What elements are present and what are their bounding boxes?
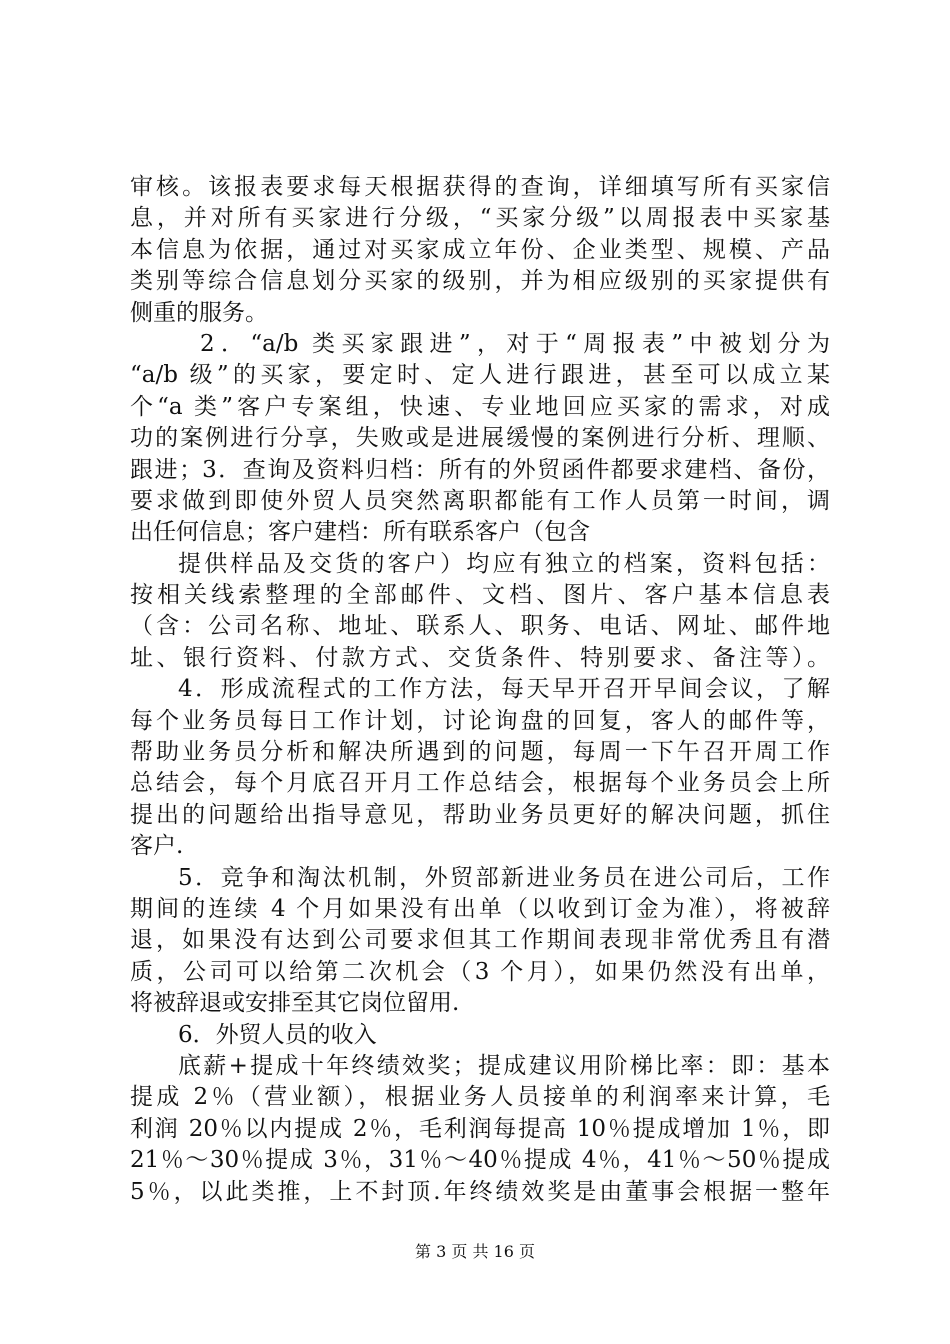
text-line: 按相关线索整理的全部邮件、文档、图片、客户基本信息表 (130, 582, 830, 609)
text-line: 5．竞争和淘汰机制，外贸部新进业务员在进公司后，工作 (178, 864, 830, 891)
text-line: 要求做到即使外贸人员突然离职都能有工作人员第一时间，调 (130, 487, 830, 514)
page-footer: 第 3 页 共 16 页 (415, 1242, 535, 1261)
text-line: 每个业务员每日工作计划，讨论询盘的回复，客人的邮件等， (130, 707, 830, 734)
text-line: 出任何信息；客户建档：所有联系客户（包含 (130, 519, 590, 546)
text-line: 21％～30％提成 3％，31％～40％提成 4％，41％～50％提成 (130, 1147, 830, 1174)
text-line: 本信息为依据，通过对买家成立年份、企业类型、规模、产品 (130, 236, 830, 263)
text-line: 4．形成流程式的工作方法，每天早开召开早间会议，了解 (178, 676, 830, 703)
text-line: 功的案例进行分享，失败或是进展缓慢的案例进行分析、理顺、 (130, 425, 830, 452)
text-line: “a/b 级”的买家，要定时、定人进行跟进，甚至可以成立某 (130, 362, 830, 389)
text-line: 质，公司可以给第二次机会（3 个月），如果仍然没有出单， (130, 958, 830, 985)
text-line: 期间的连续 4 个月如果没有出单（以收到订金为准），将被辞 (130, 895, 830, 922)
text-line: 息，并对所有买家进行分级，“买家分级”以周报表中买家基 (130, 205, 830, 232)
text-line: 帮助业务员分析和解决所遇到的问题，每周一下午召开周工作 (130, 739, 830, 766)
text-line: 利润 20％以内提成 2％，毛利润每提高 10％提成增加 1％，即 (130, 1115, 830, 1142)
text-line: 2．“a/b 类买家跟进”，对于“周报表”中被划分为 (200, 330, 830, 357)
text-line: 审核。该报表要求每天根据获得的查询，详细填写所有买家信 (130, 174, 830, 200)
text-line: 提成 2％（营业额），根据业务人员接单的利润率来计算，毛 (130, 1084, 830, 1111)
text-line: 5％，以此类推，上不封顶.年终绩效奖是由董事会根据一整年 (130, 1178, 830, 1205)
body-text (130, 172, 830, 1208)
text-line: 个“a 类”客户专案组，快速、专业地回应买家的需求，对成 (130, 393, 830, 420)
text-line: 退，如果没有达到公司要求但其工作期间表现非常优秀且有潜 (130, 927, 830, 954)
text-line: 提供样品及交货的客户）均应有独立的档案，资料包括： (178, 550, 830, 577)
text-line: 总结会，每个月底召开月工作总结会，根据每个业务员会上所 (130, 770, 830, 797)
text-line: 跟进；3．查询及资料归档：所有的外贸函件都要求建档、备份， (130, 456, 830, 483)
text-line: 将被辞退或安排至其它岗位留用. (130, 990, 460, 1017)
text-line: 提出的问题给出指导意见，帮助业务员更好的解决问题，抓住 (130, 801, 830, 828)
text-line: 侧重的服务。 (130, 299, 268, 326)
text-line: 客户. (130, 833, 184, 860)
text-line: 址、银行资料、付款方式、交货条件、特别要求、备注等）。 (130, 644, 830, 671)
text-line: （含：公司名称、地址、联系人、职务、电话、网址、邮件地 (130, 613, 830, 640)
text-line: 6．外贸人员的收入 (178, 1021, 377, 1048)
text-line: 底薪+提成十年终绩效奖；提成建议用阶梯比率：即：基本 (178, 1052, 830, 1079)
text-line: 类别等综合信息划分买家的级别，并为相应级别的买家提供有 (130, 268, 830, 295)
